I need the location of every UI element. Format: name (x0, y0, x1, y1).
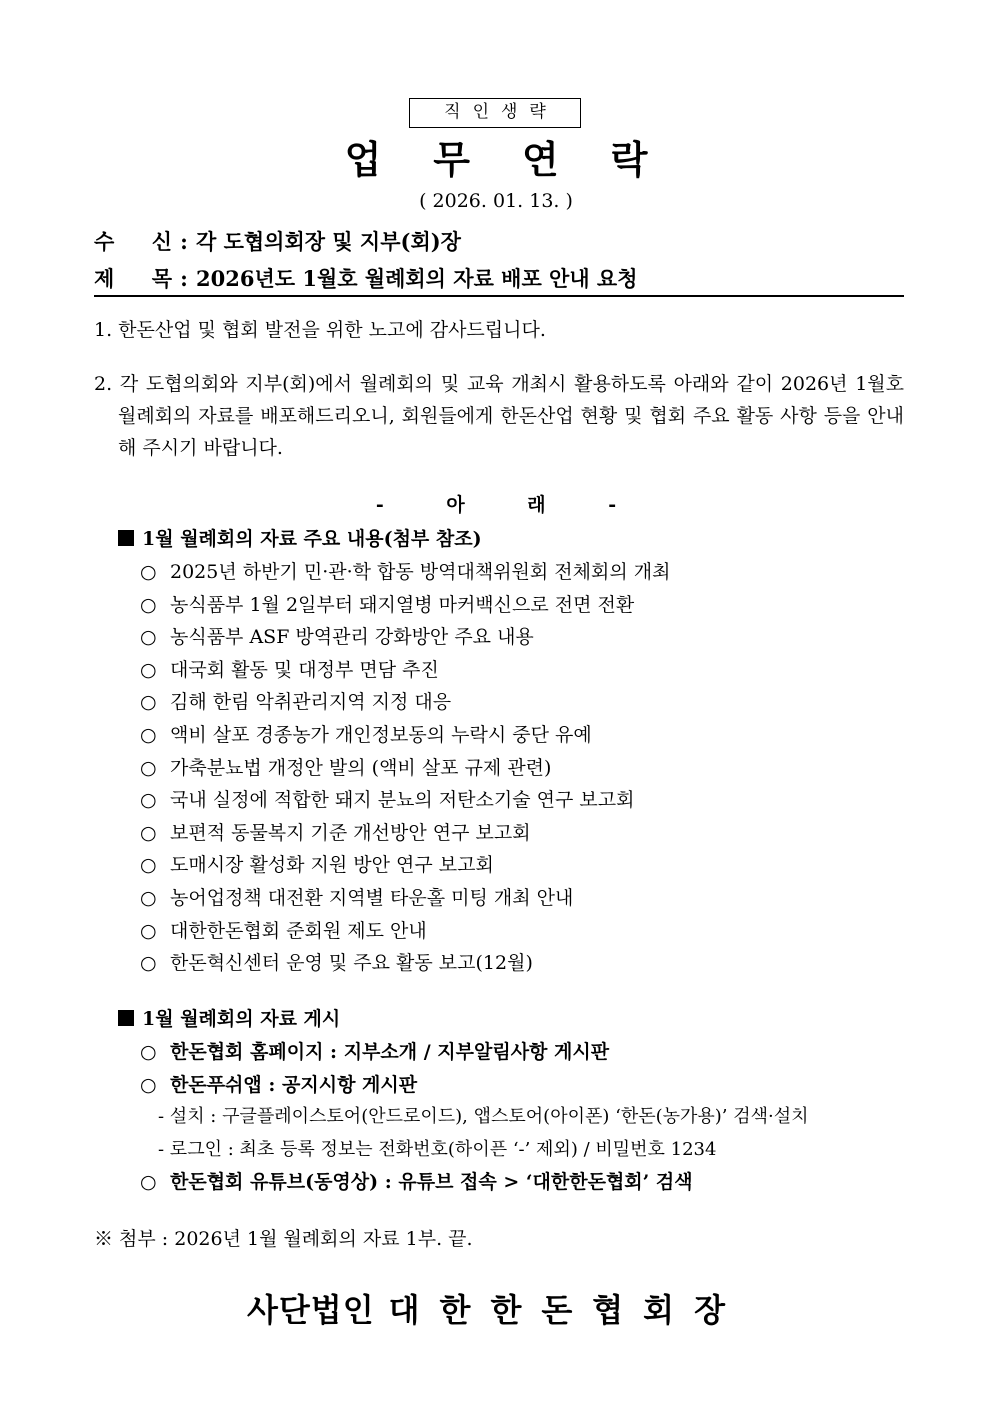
circle-bullet-icon: ○ (140, 756, 157, 779)
list-item (140, 817, 670, 850)
section-1-list (140, 556, 670, 980)
circle-bullet-icon: ○ (140, 789, 157, 812)
list-item (140, 621, 670, 654)
recipient-colon: : (180, 229, 188, 254)
section-2-list (140, 1036, 809, 1199)
subject-value: 2026년도 1월호 월례회의 자료 배포 안내 요청 (196, 266, 638, 291)
circle-bullet-icon: ○ (140, 1073, 157, 1096)
paragraph-2: 2. 각 도협의회와 지부(회)에서 월례회의 및 교육 개최시 활용하도록 아래와 같이 2026년 1월호 월례회의 자료를 배포해드리오니, 회원들에게 한돈산업 현황 및 협회 주요 활동 사항 등을 안내해 주시기 바랍니다. (94, 373, 904, 459)
list-item-homepage (140, 1036, 809, 1069)
signature (0, 1285, 992, 1331)
list-item (140, 882, 670, 915)
list-item (140, 654, 670, 687)
document-date: ( 2026. 01. 13. ) (419, 190, 573, 212)
black-square-icon (118, 1010, 134, 1026)
recipient-line (94, 227, 461, 257)
attachment-note: ※ 첨부 : 2026년 1월 월례회의 자료 1부. 끝. (94, 1228, 473, 1250)
below-marker: - 아 래 - (375, 494, 645, 516)
list-item-text: 한돈푸쉬앱 : 공지시항 게시판 (170, 1073, 418, 1096)
recipient-label-2: 신 (151, 229, 172, 254)
subject-label-1: 제 (94, 266, 115, 291)
circle-bullet-icon: ○ (140, 561, 157, 583)
list-item (140, 556, 670, 589)
circle-bullet-icon: ○ (140, 691, 157, 714)
recipient-value: 각 도협의회장 및 지부(회)장 (196, 229, 461, 254)
list-item (140, 719, 670, 752)
list-item-text: 한돈협회 홈페이지 : 지부소개 / 지부알림사항 게시판 (170, 1041, 610, 1063)
paragraph-1: 1. 한돈산업 및 협회 발전을 위한 노고에 감사드립니다. (94, 319, 546, 341)
list-item-push-app (140, 1069, 809, 1102)
list-item-text: 한돈협회 유튜브(동영상) : 유튜브 접속 > ‘대한한돈협회’ 검색 (170, 1171, 693, 1193)
list-item-text: 한돈혁신센터 운영 및 주요 활동 보고(12월) (170, 952, 533, 975)
list-item-text: 액비 살포 경종농가 개인정보동의 누락시 중단 유예 (170, 723, 592, 746)
document-title: 업무연락 (344, 137, 700, 182)
list-item (140, 589, 670, 622)
list-item-text: 대한한돈협회 준회원 제도 안내 (170, 919, 427, 942)
list-item-text: 농식품부 1월 2일부터 돼지열병 마커백신으로 전면 전환 (170, 593, 635, 616)
circle-bullet-icon: ○ (140, 1171, 157, 1193)
circle-bullet-icon: ○ (140, 952, 157, 975)
list-item (140, 915, 670, 948)
stamp-box: 직인생략 (409, 98, 581, 128)
black-square-icon (118, 530, 134, 546)
push-app-install-note: - 설치 : 구글플레이스토어(안드로이드), 앱스토어(아이폰) ‘한돈(농가용)’ 검색·설치 (158, 1106, 809, 1127)
list-item-text: 보편적 동물복지 기준 개선방안 연구 보고회 (170, 821, 531, 844)
list-item-youtube (140, 1166, 809, 1199)
recipient-label-1: 수 (94, 229, 115, 254)
section-2-title: 1월 월례회의 자료 게시 (142, 1008, 341, 1030)
list-item (140, 849, 670, 882)
list-item (140, 752, 670, 785)
section-1-title: 1월 월례회의 자료 주요 내용(첨부 참조) (142, 528, 482, 550)
list-item (140, 947, 670, 980)
list-item-text: 대국회 활동 및 대정부 면담 추진 (170, 658, 439, 681)
list-item-text: 가축분뇨법 개정안 발의 (액비 살포 규제 관련) (170, 756, 552, 779)
circle-bullet-icon: ○ (140, 1041, 157, 1063)
list-item (140, 784, 670, 817)
circle-bullet-icon: ○ (140, 821, 157, 844)
signature-org: 사단법인 (246, 1291, 375, 1329)
list-item-text: 김해 한림 악취관리지역 지정 대응 (170, 691, 452, 714)
section-1-heading (118, 524, 482, 554)
list-item-text: 농식품부 ASF 방역관리 강화방안 주요 내용 (170, 626, 534, 649)
list-item-text: 농어업정책 대전환 지역별 타운홀 미팅 개최 안내 (170, 886, 574, 909)
list-item (140, 686, 670, 719)
section-2-heading (118, 1004, 340, 1034)
circle-bullet-icon: ○ (140, 919, 157, 942)
subject-line (94, 264, 638, 294)
subject-label-2: 목 (151, 266, 172, 291)
push-app-login-note: - 로그인 : 최초 등록 정보는 전화번호(하이픈 ‘-’ 제외) / 비밀번호 1234 (158, 1138, 717, 1160)
signature-name: 대한한돈협회장 (388, 1291, 746, 1329)
circle-bullet-icon: ○ (140, 723, 157, 746)
circle-bullet-icon: ○ (140, 626, 157, 649)
header-rule (94, 295, 904, 297)
list-item-text: 2025년 하반기 민·관·학 합동 방역대책위원회 전체회의 개최 (170, 561, 671, 583)
circle-bullet-icon: ○ (140, 886, 157, 909)
list-item-text: 도매시장 활성화 지원 방안 연구 보고회 (170, 854, 494, 877)
subject-colon: : (180, 266, 188, 291)
circle-bullet-icon: ○ (140, 854, 157, 877)
circle-bullet-icon: ○ (140, 658, 157, 681)
circle-bullet-icon: ○ (140, 593, 157, 616)
list-item-text: 국내 실정에 적합한 돼지 분뇨의 저탄소기술 연구 보고회 (170, 789, 635, 812)
